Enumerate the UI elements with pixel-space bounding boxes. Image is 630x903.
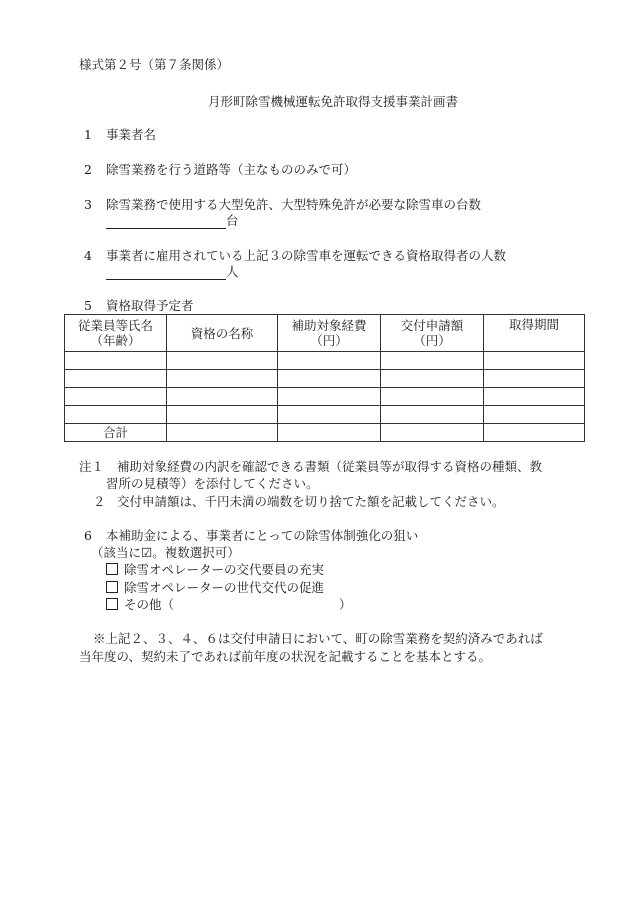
header-employee-name: 従業員等氏名 （年齢） (65, 315, 167, 352)
item-5-label: 資格取得予定者 (106, 298, 194, 313)
page-title: 月形町除雪機械運転免許取得支援事業計画書 (208, 94, 459, 109)
note-prefix: 注１ (79, 459, 105, 474)
item-6-instruction: （該当に☑。複数選択可） (91, 545, 240, 560)
table-row (65, 388, 585, 406)
vehicle-count-field[interactable] (106, 228, 226, 229)
note-2-text: 交付申請額は、千円未満の端数を切り捨てた額を記載してください。 (117, 494, 505, 509)
item-2-number: 2 (84, 162, 92, 177)
table-header-row (65, 315, 585, 352)
note-1-line-2: 習所の見積等）を添付してください。 (106, 476, 319, 491)
item-5-number: 5 (84, 298, 92, 313)
header-license-name: 資格の名称 (167, 315, 278, 352)
option-other-close-paren: ） (339, 597, 352, 612)
planned-license-table (64, 314, 585, 442)
licensed-count-unit: 人 (226, 264, 239, 279)
checkbox-icon[interactable] (106, 581, 118, 593)
item-3-number: 3 (84, 197, 92, 212)
option-generational-change[interactable]: 除雪オペレーターの世代交代の促進 (106, 580, 324, 596)
footnote-line-2: 当年度の、契約未了であれば前年度の状況を記載することを基本とする。 (79, 649, 492, 664)
header-eligible-cost: 補助対象経費 （円） (278, 315, 381, 352)
licensed-count-field[interactable] (106, 279, 226, 280)
option-relief-operators[interactable]: 除雪オペレーターの交代要員の充実 (106, 562, 324, 578)
checkbox-icon[interactable] (106, 598, 118, 610)
item-2-label: 除雪業務を行う道路等（主なもののみで可） (106, 162, 357, 177)
checkbox-icon[interactable] (106, 563, 118, 575)
table-row (65, 406, 585, 424)
item-1-label: 事業者名 (106, 127, 157, 142)
header-application-amount: 交付申請額 （円） (381, 315, 484, 352)
header-acquisition-period: 取得期間 (484, 315, 585, 352)
item-6-number: 6 (84, 528, 92, 543)
item-3-label: 除雪業務で使用する大型免許、大型特殊免許が必要な除雪車の台数 (106, 197, 482, 212)
note-1-line-1: 補助対象経費の内訳を確認できる書類（従業員等が取得する資格の種類、教 (117, 459, 543, 474)
option-other[interactable]: その他（ (106, 597, 174, 613)
total-label: 合計 (65, 424, 167, 442)
item-1-number: 1 (84, 127, 92, 142)
vehicle-count-unit: 台 (226, 213, 239, 228)
table-row (65, 352, 585, 370)
note-2-number: ２ (93, 494, 106, 509)
footnote-line-1: ※上記２、３、４、６は交付申請日において、町の除雪業務を契約済みであれば (93, 631, 543, 646)
table-total-row (65, 424, 585, 442)
item-4-label: 事業者に雇用されている上記３の除雪車を運転できる資格取得者の人数 (106, 248, 507, 263)
table-row (65, 370, 585, 388)
item-6-label: 本補助金による、事業者にとっての除雪体制強化の狙い (106, 528, 419, 543)
item-4-number: 4 (84, 248, 92, 263)
form-number: 様式第２号（第７条関係） (79, 57, 230, 72)
